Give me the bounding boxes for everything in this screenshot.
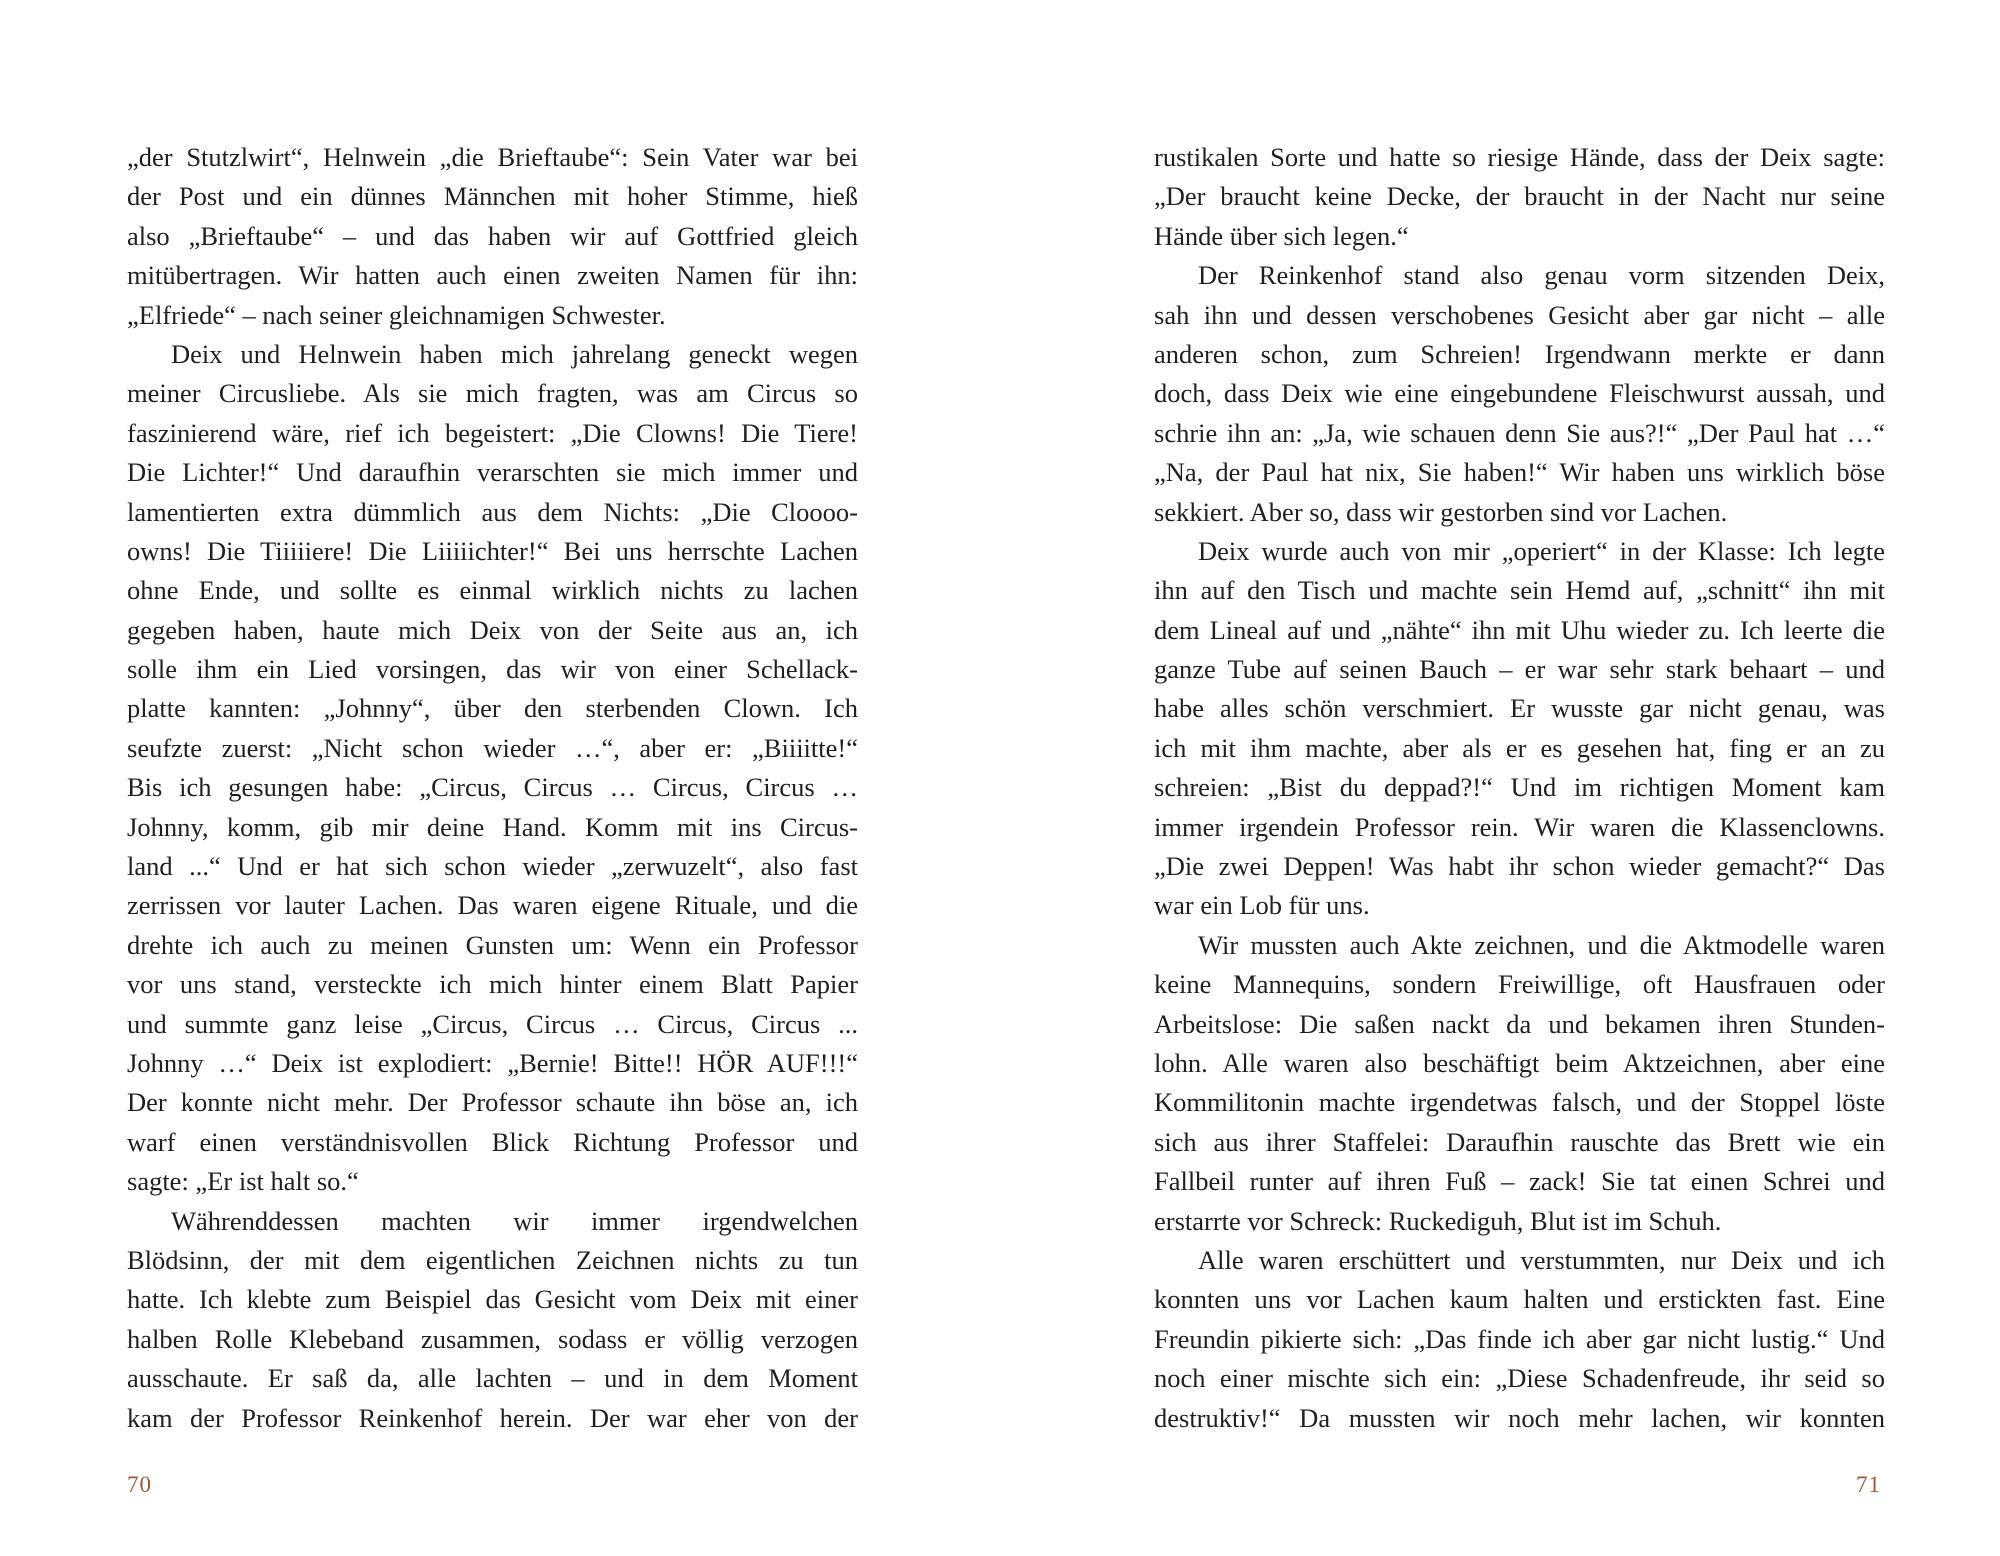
text-line: der Post und ein dünnes Männchen mit hoher Stimme, hieß (127, 181, 858, 212)
text-line: erstarrte vor Schreck: Ruckediguh, Blut ist im Schuh. (1154, 1205, 1722, 1236)
text-line: Freundin pikierte sich: „Das finde ich aber gar nicht lustig.“ Und (1154, 1323, 1885, 1354)
text-line: Bis ich gesungen habe: „Circus, Circus … Circus, Circus … (127, 772, 858, 803)
text-line: „Elfriede“ – nach seiner gleichnamigen Schwester. (127, 299, 666, 330)
text-line: Fallbeil runter auf ihren Fuß – zack! Sie tat einen Schrei und (1154, 1166, 1885, 1197)
text-line: ich mit ihm machte, aber als er es gesehen hat, fing er an zu (1154, 732, 1885, 763)
left-page-body (127, 138, 858, 1438)
text-line: land ...“ Und er hat sich schon wieder „zerwuzelt“, also fast (127, 851, 858, 882)
text-line: sagte: „Er ist halt so.“ (127, 1166, 359, 1197)
text-line: „Der braucht keine Decke, der braucht in der Nacht nur seine (1154, 181, 1885, 212)
text-line: warf einen verständnisvollen Blick Richtung Professor und (127, 1126, 858, 1157)
text-line: gegeben haben, haute mich Deix von der Seite aus an, ich (127, 614, 858, 645)
text-line: Johnny …“ Deix ist explodiert: „Bernie! Bitte!! HÖR AUF!!!“ (127, 1047, 858, 1078)
text-line: Deix wurde auch von mir „operiert“ in der Klasse: Ich legte (1198, 535, 1885, 566)
text-line: Alle waren erschüttert und verstummten, nur Deix und ich (1198, 1244, 1885, 1275)
text-line: owns! Die Tiiiiiere! Die Liiiiichter!“ Bei uns herrschte Lachen (127, 535, 858, 566)
text-line: war ein Lob für uns. (1154, 890, 1370, 921)
text-line: lamentierten extra dümmlich aus dem Nichts: „Die Cloooo- (127, 496, 858, 527)
text-line: Der konnte nicht mehr. Der Professor schaute ihn böse an, ich (127, 1087, 858, 1118)
text-line: kam der Professor Reinkenhof herein. Der war eher von der (127, 1402, 858, 1433)
text-line: konnten uns vor Lachen kaum halten und erstickten fast. Eine (1154, 1284, 1885, 1315)
text-line: Kommilitonin machte irgendetwas falsch, und der Stoppel löste (1154, 1087, 1885, 1118)
text-line: platte kannten: „Johnny“, über den sterbenden Clown. Ich (127, 693, 858, 724)
right-page-number: 71 (1856, 1472, 1881, 1497)
text-line: mitübertragen. Wir hatten auch einen zweiten Namen für ihn: (127, 260, 858, 291)
text-line: Blödsinn, der mit dem eigentlichen Zeichnen nichts zu tun (127, 1244, 858, 1275)
text-line: meiner Circusliebe. Als sie mich fragten, was am Circus so (127, 378, 858, 409)
right-page-body (1154, 138, 1885, 1438)
text-line: ganze Tube auf seinen Bauch – er war sehr stark behaart – und (1154, 654, 1885, 685)
text-line: solle ihm ein Lied vorsingen, das wir von einer Schellack- (127, 654, 858, 685)
text-line: Die Lichter!“ Und daraufhin verarschten sie mich immer und (127, 457, 858, 488)
text-line: Arbeitslose: Die saßen nackt da und bekamen ihren Stunden- (1154, 1008, 1885, 1039)
text-line: immer irgendein Professor rein. Wir waren die Klassenclowns. (1154, 811, 1885, 842)
text-line: hatte. Ich klebte zum Beispiel das Gesicht vom Deix mit einer (127, 1284, 858, 1315)
text-line: vor uns stand, versteckte ich mich hinter einem Blatt Papier (127, 969, 858, 1000)
text-line: Deix und Helnwein haben mich jahrelang geneckt wegen (171, 338, 858, 369)
text-line: destruktiv!“ Da mussten wir noch mehr lachen, wir konnten (1154, 1402, 1885, 1433)
text-line: schrie ihn an: „Ja, wie schauen denn Sie aus?!“ „Der Paul hat …“ (1154, 417, 1885, 448)
text-line: Wir mussten auch Akte zeichnen, und die Aktmodelle waren (1198, 929, 1885, 960)
text-line: dem Lineal auf und „nähte“ ihn mit Uhu wieder zu. Ich leerte die (1154, 614, 1885, 645)
left-page-number: 70 (127, 1472, 152, 1497)
text-line: „Die zwei Deppen! Was habt ihr schon wieder gemacht?“ Das (1154, 851, 1885, 882)
text-line: schreien: „Bist du deppad?!“ Und im richtigen Moment kam (1154, 772, 1885, 803)
text-line: habe alles schön verschmiert. Er wusste gar nicht genau, was (1154, 693, 1885, 724)
text-line: Hände über sich legen.“ (1154, 220, 1409, 251)
text-line: „der Stutzlwirt“, Helnwein „die Brieftaube“: Sein Vater war bei (127, 142, 858, 172)
text-line: sekkiert. Aber so, dass wir gestorben sind vor Lachen. (1154, 496, 1728, 527)
text-line: sah ihn und dessen verschobenes Gesicht aber gar nicht – alle (1154, 299, 1885, 330)
text-line: ihn auf den Tisch und machte sein Hemd auf, „schnitt“ ihn mit (1154, 575, 1885, 606)
text-line: keine Mannequins, sondern Freiwillige, oft Hausfrauen oder (1154, 969, 1885, 1000)
text-line: anderen schon, zum Schreien! Irgendwann merkte er dann (1154, 338, 1885, 369)
text-line: Johnny, komm, gib mir deine Hand. Komm mit ins Circus- (127, 811, 858, 842)
text-line: also „Brieftaube“ – und das haben wir auf Gottfried gleich (127, 220, 858, 251)
text-line: rustikalen Sorte und hatte so riesige Hände, dass der Deix sagte: (1154, 142, 1885, 172)
text-line: drehte ich auch zu meinen Gunsten um: Wenn ein Professor (127, 929, 858, 960)
text-line: ausschaute. Er saß da, alle lachten – und in dem Moment (127, 1363, 858, 1394)
text-line: Währenddessen machten wir immer irgendwelchen (171, 1205, 858, 1236)
text-line: seufzte zuerst: „Nicht schon wieder …“, aber er: „Biiiitte!“ (127, 732, 858, 763)
text-line: halben Rolle Klebeband zusammen, sodass er völlig verzogen (127, 1323, 858, 1354)
text-line: ohne Ende, und sollte es einmal wirklich nichts zu lachen (127, 575, 858, 606)
text-line: faszinierend wäre, rief ich begeistert: „Die Clowns! Die Tiere! (127, 417, 858, 448)
text-line: sich aus ihrer Staffelei: Daraufhin rauschte das Brett wie ein (1154, 1126, 1885, 1157)
text-line: und summte ganz leise „Circus, Circus … Circus, Circus ... (127, 1008, 858, 1039)
text-line: lohn. Alle waren also beschäftigt beim Aktzeichnen, aber eine (1154, 1047, 1885, 1078)
text-line: noch einer mischte sich ein: „Diese Schadenfreude, ihr seid so (1154, 1363, 1885, 1394)
text-line: Der Reinkenhof stand also genau vorm sitzenden Deix, (1198, 260, 1885, 291)
right-page (1000, 0, 2000, 1556)
text-line: doch, dass Deix wie eine eingebundene Fleischwurst aussah, und (1154, 378, 1885, 409)
text-line: „Na, der Paul hat nix, Sie haben!“ Wir haben uns wirklich böse (1154, 457, 1885, 488)
text-line: zerrissen vor lauter Lachen. Das waren eigene Rituale, und die (127, 890, 858, 921)
